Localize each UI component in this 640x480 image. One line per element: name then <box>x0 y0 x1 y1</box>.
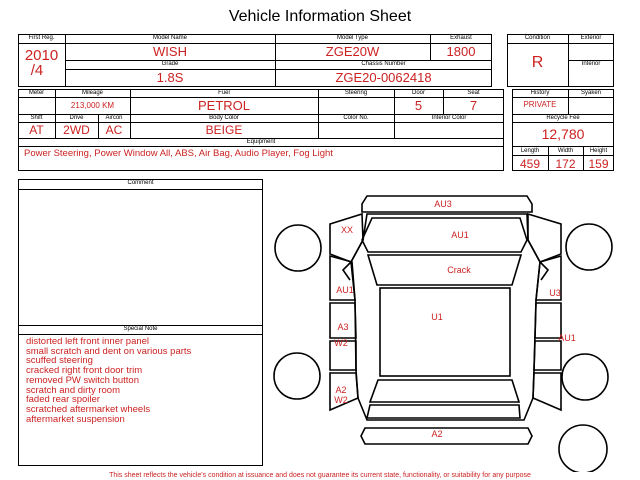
aircon-label: Aircon <box>105 115 123 121</box>
damage-mark-left-rear-2: W2 <box>334 395 348 405</box>
model-name-label: Model Name <box>152 35 187 41</box>
left-mirror <box>343 262 351 280</box>
tailgate <box>367 405 520 418</box>
exhaust-label: Exhaust <box>450 35 472 41</box>
right-front-corner <box>528 214 561 262</box>
damage-mark-right-rear: AU1 <box>558 333 576 343</box>
condition-label: Condition <box>524 35 551 41</box>
meter-label: Meter <box>28 90 45 96</box>
exterior-label: Exterior <box>580 35 602 41</box>
model-type-value: ZGE20W <box>325 44 380 59</box>
front-left-wheel <box>275 225 321 271</box>
equipment-value: Power Steering, Power Window All, ABS, Air Bag, Audio Player, Fog Light <box>24 148 333 159</box>
mileage-value: 213,000 KM <box>70 101 115 110</box>
damage-mark-front-left: XX <box>340 225 354 235</box>
right-front-door <box>535 303 561 338</box>
door-value: 5 <box>414 98 423 113</box>
height-label: Height <box>589 148 608 154</box>
damage-mark-roof: U1 <box>431 312 443 322</box>
left-front-door <box>330 303 356 338</box>
interior-color-label: Interior Color <box>431 115 467 121</box>
shift-value: AT <box>29 123 44 137</box>
exhaust-value: 1800 <box>446 44 476 59</box>
list-item: scratch and dirty room <box>26 384 120 396</box>
model-type-label: Model Type <box>337 35 368 41</box>
damage-mark-left-front-door-2: W2 <box>334 338 348 348</box>
right-rear-quarter <box>533 373 561 410</box>
recycle-fee-label: Recycle Fee <box>546 115 580 121</box>
aircon-value: AC <box>105 123 123 137</box>
hood <box>362 218 527 252</box>
chassis-number-label: Chassis Number <box>361 61 406 67</box>
chassis-number-value: ZGE20-0062418 <box>335 70 432 85</box>
grade-value: 1.8S <box>156 70 184 85</box>
first-reg-month: /4 <box>30 62 44 79</box>
right-rear-door <box>534 341 561 370</box>
list-item: cracked right front door trim <box>26 365 143 377</box>
seat-label: Seat <box>467 90 480 96</box>
damage-mark-left-rear: A2 <box>335 385 347 395</box>
width-label: Width <box>557 148 574 154</box>
list-item: scuffed steering <box>26 355 93 367</box>
rear-right-wheel <box>562 354 608 400</box>
car-damage-diagram <box>268 180 618 472</box>
shift-label: Shift <box>30 115 43 121</box>
roof <box>380 288 510 376</box>
damage-mark-windshield: Crack <box>447 265 471 275</box>
door-label: Door <box>411 90 425 96</box>
seat-value: 7 <box>469 98 478 113</box>
rear-bumper <box>361 428 532 444</box>
length-value: 459 <box>519 157 541 171</box>
damage-mark-right-front: U3 <box>549 288 561 298</box>
condition-value: R <box>531 54 544 71</box>
damage-mark-hood: AU1 <box>451 230 469 240</box>
drive-label: Drive <box>69 115 84 121</box>
comment-label: Comment <box>127 180 154 186</box>
sheet-title: Vehicle Information Sheet <box>228 8 412 25</box>
disclaimer-footer: This sheet reflects the vehicle's condition at issuance and does not guarantee its current state, functionality, or suitability for any purpose <box>109 472 531 479</box>
grade-label: Grade <box>161 61 179 67</box>
windshield <box>368 255 521 285</box>
length-label: Length <box>520 148 540 154</box>
list-item: removed PW switch button <box>26 374 139 386</box>
height-value: 159 <box>588 157 609 171</box>
width-value: 172 <box>555 157 576 171</box>
rear-window <box>370 380 519 402</box>
special-notes-list <box>26 337 191 424</box>
fuel-label: Fuel <box>218 90 230 96</box>
drive-value: 2WD <box>63 123 90 137</box>
spare-wheel <box>559 425 607 472</box>
list-item: small scratch and dent on various parts <box>26 345 192 357</box>
damage-mark-rear-bumper: A2 <box>431 429 443 439</box>
left-front-corner <box>330 214 363 262</box>
color-no-label: Color No. <box>343 115 369 121</box>
special-note-label: Special Note <box>123 326 158 332</box>
interior-label: Interior <box>581 61 601 67</box>
steering-label: Steering <box>344 90 368 96</box>
mileage-label: Mileage <box>81 90 103 96</box>
body-color-value: BEIGE <box>205 123 243 137</box>
right-mirror <box>540 262 548 280</box>
equipment-label: Equipment <box>246 139 276 145</box>
model-name-value: WISH <box>153 44 187 59</box>
front-right-wheel <box>566 224 612 270</box>
list-item: faded rear spoiler <box>26 394 100 406</box>
first-reg-year: 2010 <box>24 47 59 64</box>
list-item: aftermarket suspension <box>26 413 125 425</box>
syaken-label: Syaken <box>580 90 601 96</box>
list-item: distorted left front inner panel <box>26 336 150 347</box>
body-color-label: Body Color <box>209 115 239 121</box>
first-reg-label: First Reg. <box>28 35 55 41</box>
damage-mark-left-front-door: A3 <box>337 322 349 332</box>
fuel-value: PETROL <box>197 98 250 113</box>
list-item: scratched aftermarket wheels <box>26 403 151 415</box>
history-value: PRIVATE <box>523 100 557 109</box>
damage-mark-front-bumper: AU3 <box>434 199 452 209</box>
history-label: History <box>530 90 550 96</box>
recycle-fee-value: 12,780 <box>541 126 585 142</box>
damage-mark-left-front-fender: AU1 <box>336 285 354 295</box>
rear-left-wheel <box>274 353 320 399</box>
